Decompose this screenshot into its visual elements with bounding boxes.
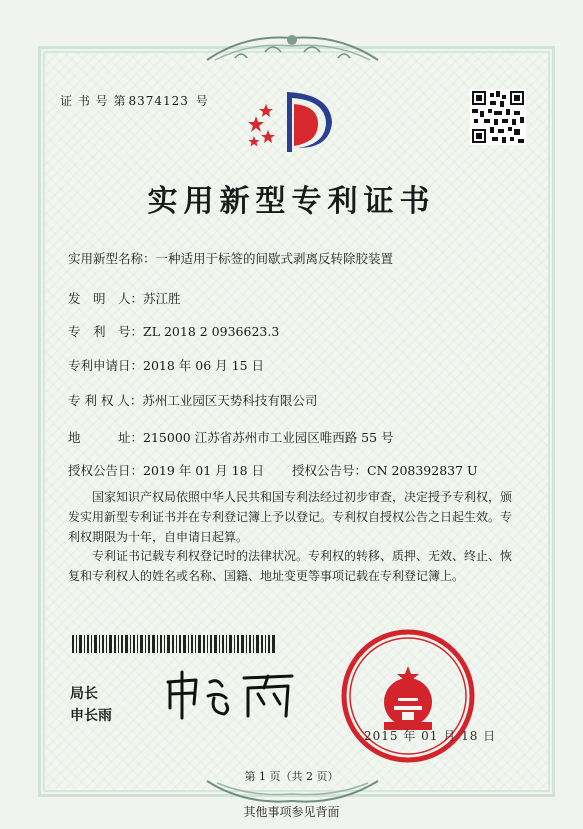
grant-date-row: [68, 461, 264, 479]
cert-no-value: 8374123: [128, 94, 189, 108]
official-seal: [338, 626, 478, 766]
address-value: 215000 江苏省苏州市工业园区唯西路 55 号: [143, 430, 394, 445]
patentee-row: [68, 391, 317, 409]
qr-code-icon: [470, 89, 526, 145]
grant-number-row: [292, 461, 478, 479]
grant-date-value: 2019 年 01 月 18 日: [143, 463, 265, 478]
grant-number-label: 授权公告号：: [292, 463, 368, 478]
page-number: 第 1 页（共 2 页）: [244, 770, 339, 783]
cert-no-suffix: 号: [195, 94, 209, 108]
inventor-value: 苏江胜: [143, 291, 181, 306]
address-row: [68, 428, 394, 446]
grant-statement-paragraph: 国家知识产权局依照中华人民共和国专利法经过初步审查，决定授予专利权，颁发实用新型专利证书并在专利登记簿上予以登记。专利权自授权公告之日起生效。专利权期限为十年，自申请日起算。: [68, 490, 513, 544]
director-title: 局长: [70, 686, 98, 702]
cnipa-logo-icon: [242, 86, 342, 158]
patent-number-label: 专 利 号：: [68, 324, 144, 339]
inventor-row: [68, 289, 181, 307]
inventor-label: 发 明 人：: [68, 291, 144, 306]
legal-status-paragraph: 专利证书记载专利权登记时的法律状况。专利权的转移、质押、无效、终止、恢复和专利权人的姓名或名称、国籍、地址变更等事项记载在专利登记簿上。: [68, 549, 513, 583]
barcode-icon: [72, 635, 277, 653]
grant-number-value: CN 208392837 U: [367, 463, 478, 478]
utility-model-name-label: 实用新型名称：: [68, 251, 156, 266]
footer-note: 其他事项参见背面: [243, 805, 340, 819]
director-signature: [160, 668, 300, 720]
certificate-number: [60, 92, 211, 109]
top-ornament: [205, 30, 380, 66]
address-label: 地 址：: [68, 430, 144, 445]
patent-number-value: ZL 2018 2 0936623.3: [143, 324, 280, 339]
cert-no-label: 证 书 号 第: [60, 94, 127, 108]
filing-date-value: 2018 年 06 月 15 日: [143, 358, 265, 373]
certificate-title: 实用新型专利证书: [147, 184, 436, 219]
utility-model-name-row: [68, 249, 393, 267]
utility-model-name-value: 一种适用于标签的间歇式剥离反转除胶装置: [155, 251, 394, 266]
filing-date-row: [68, 356, 264, 374]
patent-number-row: [68, 322, 279, 340]
filing-date-label: 专利申请日：: [68, 358, 144, 373]
patentee-value: 苏州工业园区天势科技有限公司: [142, 393, 318, 408]
director-name: 申长雨: [70, 708, 112, 724]
grant-date-label: 授权公告日：: [68, 463, 144, 478]
patentee-label: 专 利 权 人：: [68, 393, 143, 408]
seal-date: 2015 年 01 月 18 日: [364, 729, 497, 743]
